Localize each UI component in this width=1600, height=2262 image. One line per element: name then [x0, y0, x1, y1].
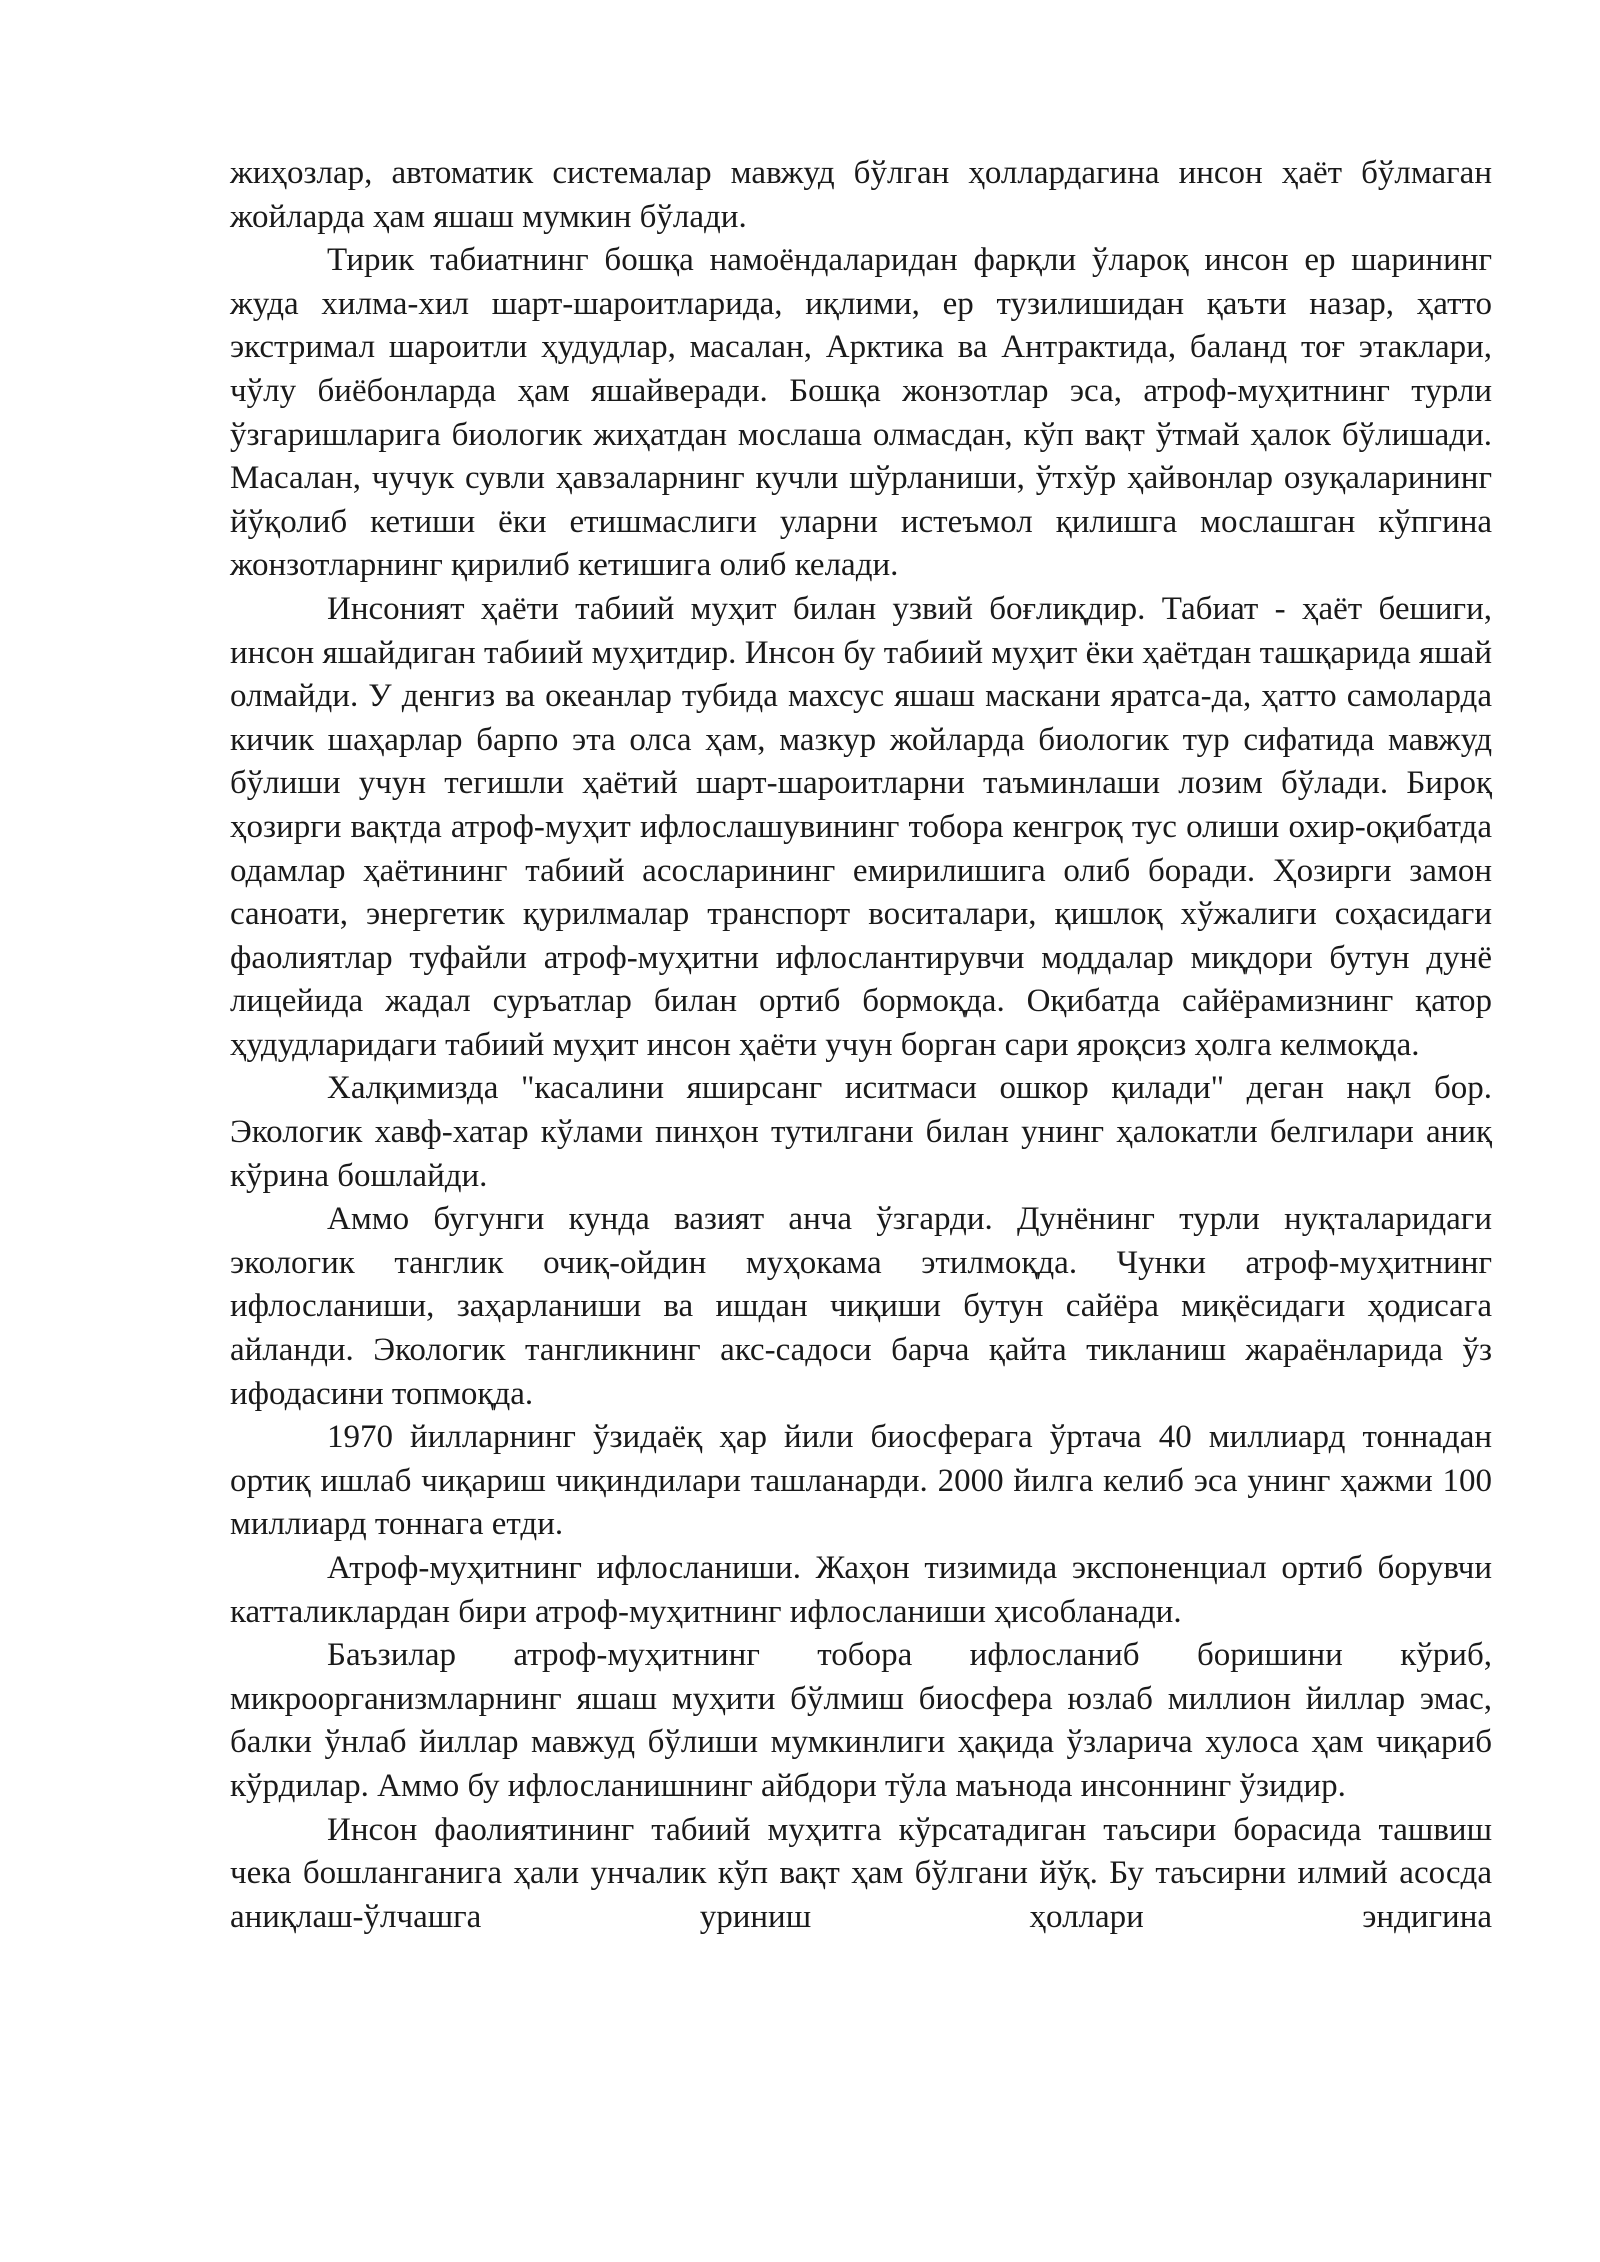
paragraph-4: Халқимизда "касалини яширсанг иситмаси ошкор қилади" деган нақл бор. Экологик хавф-хатар кўлами пинҳон тутилгани билан унинг ҳалокатли белгилари аниқ кўрина бошлайди. [230, 1070, 1492, 1194]
paragraph-7: Атроф-муҳитнинг ифлосланиши. Жаҳон тизимида экспоненциал ортиб борувчи катталиклардан бири атроф-муҳитнинг ифлосланиши ҳисобланади. [230, 1550, 1492, 1630]
paragraph-6: 1970 йилларнинг ўзидаёқ ҳар йили биосферага ўртача 40 миллиард тоннадан ортиқ ишлаб чиқариш чиқиндилари ташланарди. 2000 йилга келиб эса унинг ҳажми 100 миллиард тоннага етди. [230, 1419, 1492, 1543]
paragraph-2: Тирик табиатнинг бошқа намоёндаларидан фарқли ўлароқ инсон ер шарининг жуда хилма-хил шарт-шароитларида, иқлими, ер тузилишидан қаъти назар, ҳатто экстримал шароитли ҳудудлар, масалан, Арктика ва Антрактида, баланд тоғ этаклари, чўлу биёбонларда ҳам яшайверади. Бошқа жонзотлар эса, атроф-муҳитнинг турли ўзгаришларига биологик жиҳатдан мослаша олмасдан, кўп вақт ўтмай ҳалок бўлишади. Масалан, чучук сувли ҳавзаларнинг кучли шўрланиши, ўтхўр ҳайвонлар озуқаларининг йўқолиб кетиши ёки етишмаслиги уларни истеъмол қилишга мослашган кўпгина жонзотларнинг қирилиб кетишига олиб келади. [230, 242, 1492, 584]
paragraph-3: Инсоният ҳаёти табиий муҳит билан узвий боғлиқдир. Табиат - ҳаёт бешиги, инсон яшайдиган табиий муҳитдир. Инсон бу табиий муҳит ёки ҳаётдан ташқарида яшай олмайди. У денгиз ва океанлар тубида махсус яшаш маскани яратса-да, ҳатто самоларда кичик шаҳарлар барпо эта олса ҳам, мазкур жойларда биологик тур сифатида мавжуд бўлиши учун тегишли ҳаётий шарт-шароитларни таъминлаши лозим бўлади. Бироқ ҳозирги вақтда атроф-муҳит ифлослашувининг тобора кенгроқ тус олиши охир-оқибатда одамлар ҳаётининг табиий асосларининг емирилишига олиб боради. Ҳозирги замон саноати, энергетик қурилмалар транспорт воситалари, қишлоқ хўжалиги соҳасидаги фаолиятлар туфайли атроф-муҳитни ифлослантирувчи моддалар миқдори бутун дунё лицейида жадал суръатлар билан ортиб бормоқда. Оқибатда сайёрамизнинг қатор ҳудудларидаги табиий муҳит инсон ҳаёти учун борган сари яроқсиз ҳолга келмоқда. [230, 590, 1492, 1063]
paragraph-8: Баъзилар атроф-муҳитнинг тобора ифлосланиб боришини кўриб, микроорганизмларнинг яшаш муҳити бўлмиш биосфера юзлаб миллион йиллар эмас, балки ўнлаб йиллар мавжуд бўлиши мумкинлиги ҳақида ўзларича хулоса ҳам чиқариб кўрдилар. Аммо бу ифлосланишнинг айбдори тўла маънода инсоннинг ўзидир. [230, 1637, 1492, 1804]
document-body [230, 152, 1492, 1939]
paragraph-9: Инсон фаолиятининг табиий муҳитга кўрсатадиган таъсири борасида ташвиш чека бошланганига ҳали унчалик кўп вақт ҳам бўлгани йўқ. Бу таъсирни илмий асосда аниқлаш-ўлчашга уриниш ҳоллари эндигина [230, 1811, 1492, 1935]
paragraph-5: Аммо бугунги кунда вазият анча ўзгарди. Дунёнинг турли нуқталаридаги экологик танглик очиқ-ойдин муҳокама этилмоқда. Чунки атроф-муҳитнинг ифлосланиши, заҳарланиши ва ишдан чиқиши бутун сайёра миқёсидаги ҳодисага айланди. Экологик тангликнинг акс-садоси барча қайта тикланиш жараёнларида ўз ифодасини топмоқда. [230, 1201, 1492, 1412]
paragraph-1: жиҳозлар, автоматик системалар мавжуд бўлган ҳоллардагина инсон ҳаёт бўлмаган жойларда ҳам яшаш мумкин бўлади. [230, 155, 1492, 235]
